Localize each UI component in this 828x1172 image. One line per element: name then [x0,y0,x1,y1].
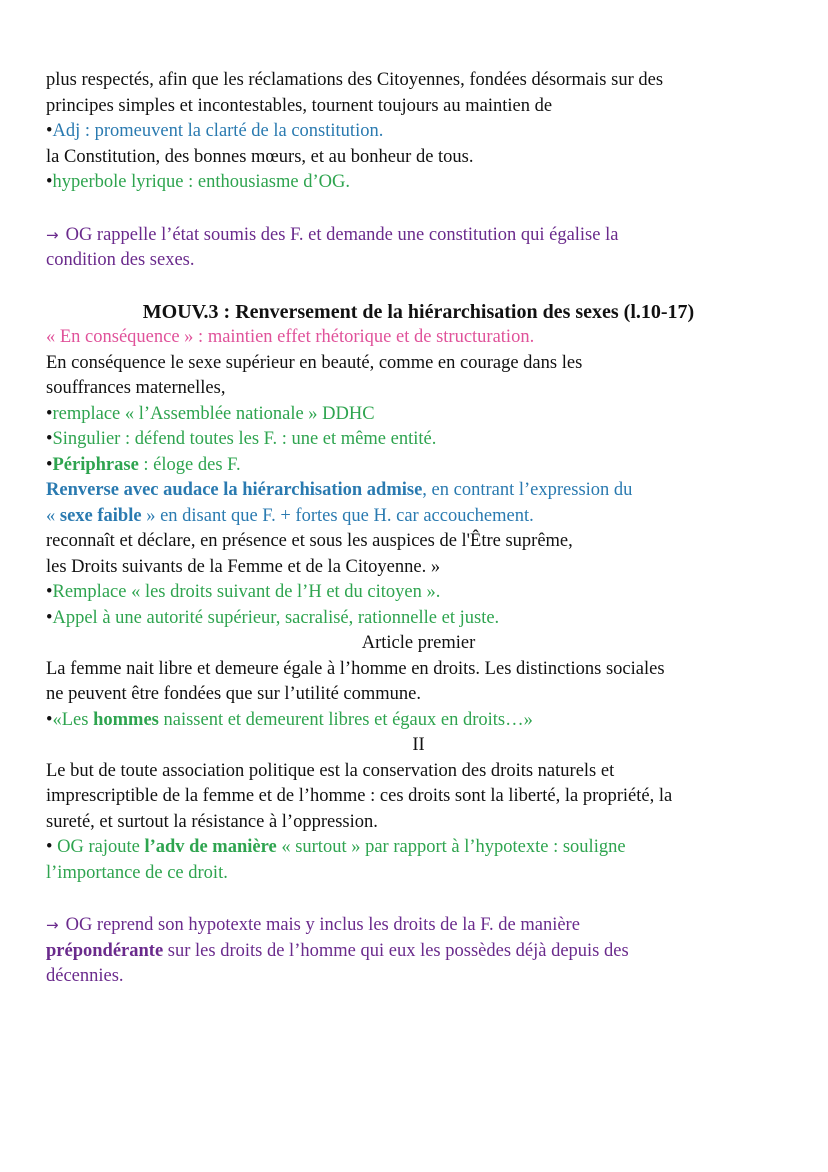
bullet-icon: • [46,403,53,424]
quote-line: souffrances maternelles, [46,378,226,398]
bullet-icon: • [46,837,53,857]
note-en-consequence: « En conséquence » : maintien effet rhétorique et de structuration. [46,327,535,347]
quote-line: plus respectés, afin que les réclamations des Citoyennes, fondées désormais sur des [46,70,664,90]
quote-line: ne peuvent être fondées que sur l’utilité commune. [46,684,422,704]
note-og-rajoute: • OG rajoute l’adv de manière « surtout » par rapport à l’hypotexte : souligne l’importance de ce droit. [46,837,626,883]
note-ddhc-quote: •«Les hommes naissent et demeurent libres et égaux en droits…» [46,709,533,730]
note-replace: •remplace « l’Assemblée nationale » DDHC [46,403,375,424]
quote-line: La femme nait libre et demeure égale à l’homme en droits. Les distinctions sociales [46,658,665,679]
arrow-right-icon: → [46,225,59,244]
quote-block [46,351,791,402]
note-hyperbole: •hyperbole lyrique : enthousiasme d’OG. [46,172,350,192]
note-singulier: •Singulier : défend toutes les F. : une et même entité. [46,429,437,449]
intro-quote [46,68,791,119]
bullet-icon: • [46,607,53,628]
bullet-icon: • [46,429,53,449]
bullet-icon: • [46,172,53,192]
section-heading: MOUV.3 : Renversement de la hiérarchisation des sexes (l.10-17) [142,300,695,323]
note-sexe-faible: « sexe faible » en disant que F. + fortes que H. car accouchement. [46,505,534,526]
note-remplace: •Remplace « les droits suivant de l’H et du citoyen ». [46,582,441,602]
note-periphrase: •Périphrase : éloge des F. [46,454,241,475]
quote-line: la Constitution, des bonnes mœurs, et au bonheur de tous. [46,146,474,167]
note-appel: •Appel à une autorité supérieur, sacralisé, rationnelle et juste. [46,607,500,628]
bullet-icon: • [46,121,53,141]
quote-block-2 [46,529,791,580]
bullet-icon: • [46,582,53,602]
bullet-icon: • [46,454,53,475]
quote-line: reconnaît et déclare, en présence et sous les auspices de l'Être suprême, [46,531,573,551]
note-adj: •Adj : promeuvent la clarté de la constitution. [46,121,384,141]
article-two-title: II [412,735,425,755]
article-premier-title: Article premier [361,633,476,653]
quote-line: imprescriptible de la femme et de l’homme : ces droits sont la liberté, la propriété, la [46,786,673,806]
quote-line: Le but de toute association politique est la conservation des droits naturels et [46,760,615,781]
mouv3-conclusion: → OG reprend son hypotexte mais y inclus les droits de la F. de manière prépondérante sur les droits de l’homme qui eux les possèdes déjà depuis des décennies. [46,915,629,986]
quote-line: sureté, et surtout la résistance à l’oppression. [46,811,378,832]
intro-conclusion: → OG rappelle l’état soumis des F. et demande une constitution qui égalise la condition des sexes. [46,224,619,270]
quote-line: En conséquence le sexe supérieur en beauté, comme en courage dans les [46,352,583,373]
quote-line: principes simples et incontestables, tournent toujours au maintien de [46,95,553,116]
note-renverse: Renverse avec audace la hiérarchisation admise, en contrant l’expression du [46,480,633,500]
article-premier-text [46,657,791,708]
document-page [46,68,791,990]
quote-line: les Droits suivants de la Femme et de la Citoyenne. » [46,556,441,577]
bullet-icon: • [46,709,53,730]
article-two-text [46,759,791,836]
arrow-right-icon: → [46,916,59,934]
